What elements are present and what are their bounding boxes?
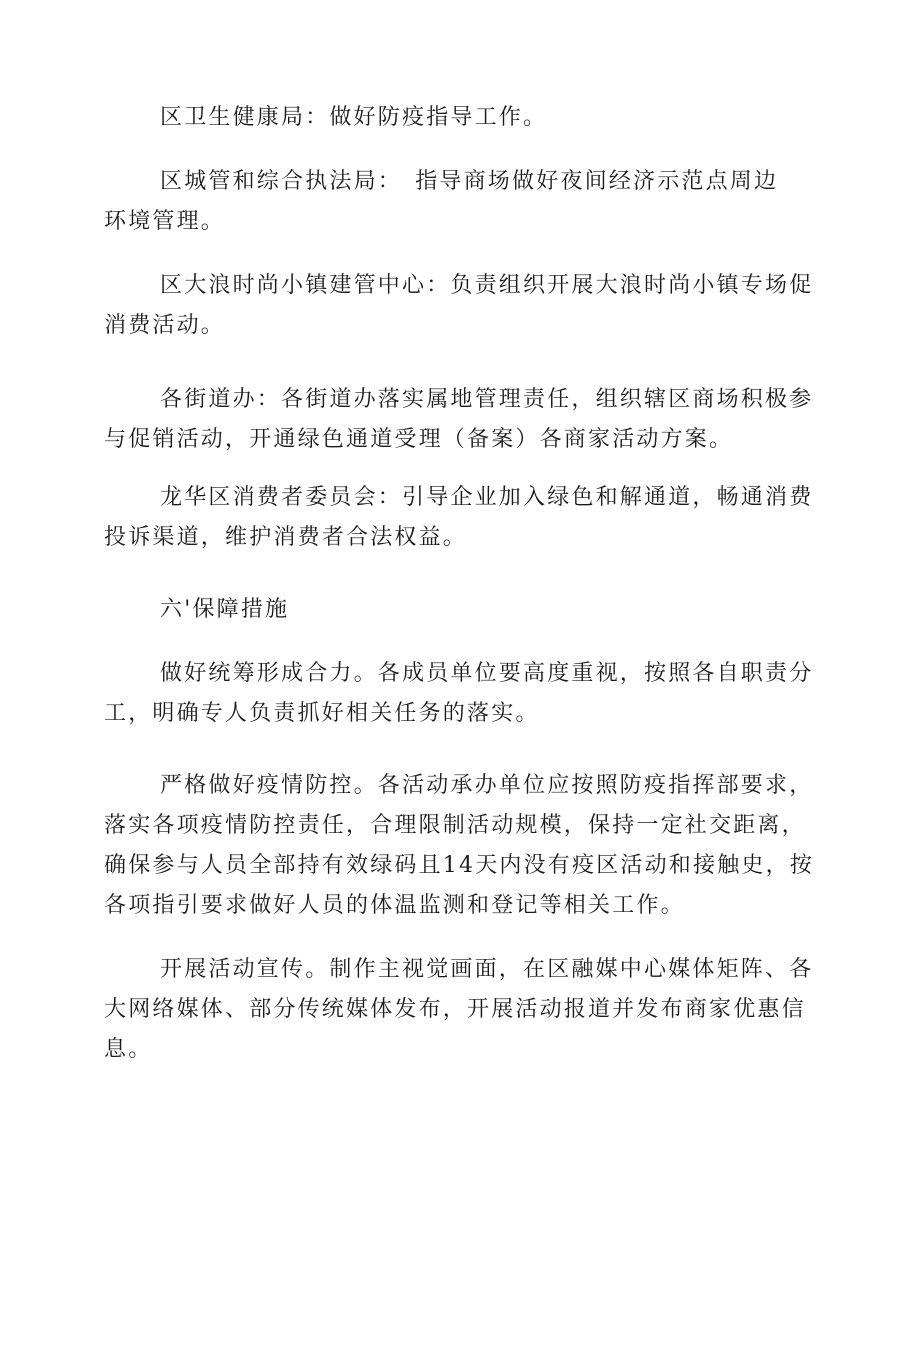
paragraph-fashion-town: 区大浪时尚小镇建管中心：负责组织开展大浪时尚小镇专场促消费活动。 bbox=[104, 273, 814, 338]
paragraph-urban-management: 区城管和综合执法局： 指导商场做好夜间经济示范点周边环境管理。 bbox=[104, 169, 779, 234]
paragraph-publicity: 开展活动宣传。制作主视觉画面，在区融媒中心媒体矩阵、各大网络媒体、部分传统媒体发布，开展活动报道并发布商家优惠信息。 bbox=[104, 957, 814, 1062]
section-heading-safeguards: 六'保障措施 bbox=[160, 597, 290, 622]
paragraph-health-bureau: 区卫生健康局：做好防疫指导工作。 bbox=[160, 105, 548, 130]
paragraph-consumer-committee: 龙华区消费者委员会：引导企业加入绿色和解通道，畅通消费投诉渠道，维护消费者合法权益。 bbox=[104, 485, 814, 550]
paragraph-epidemic-control: 严格做好疫情防控。各活动承办单位应按照防疫指挥部要求，落实各项疫情防控责任，合理限制活动规模，保持一定社交距离，确保参与人员全部持有效绿码且14天内没有疫区活动和接触史，按各项指引要求做好人员的体温监测和登记等相关工作。 bbox=[104, 773, 814, 918]
paragraph-street-offices: 各街道办：各街道办落实属地管理责任，组织辖区商场积极参与促销活动，开通绿色通道受理（备案）各商家活动方案。 bbox=[104, 387, 814, 452]
paragraph-coordination: 做好统筹形成合力。各成员单位要高度重视，按照各自职责分工，明确专人负责抓好相关任务的落实。 bbox=[104, 661, 814, 726]
